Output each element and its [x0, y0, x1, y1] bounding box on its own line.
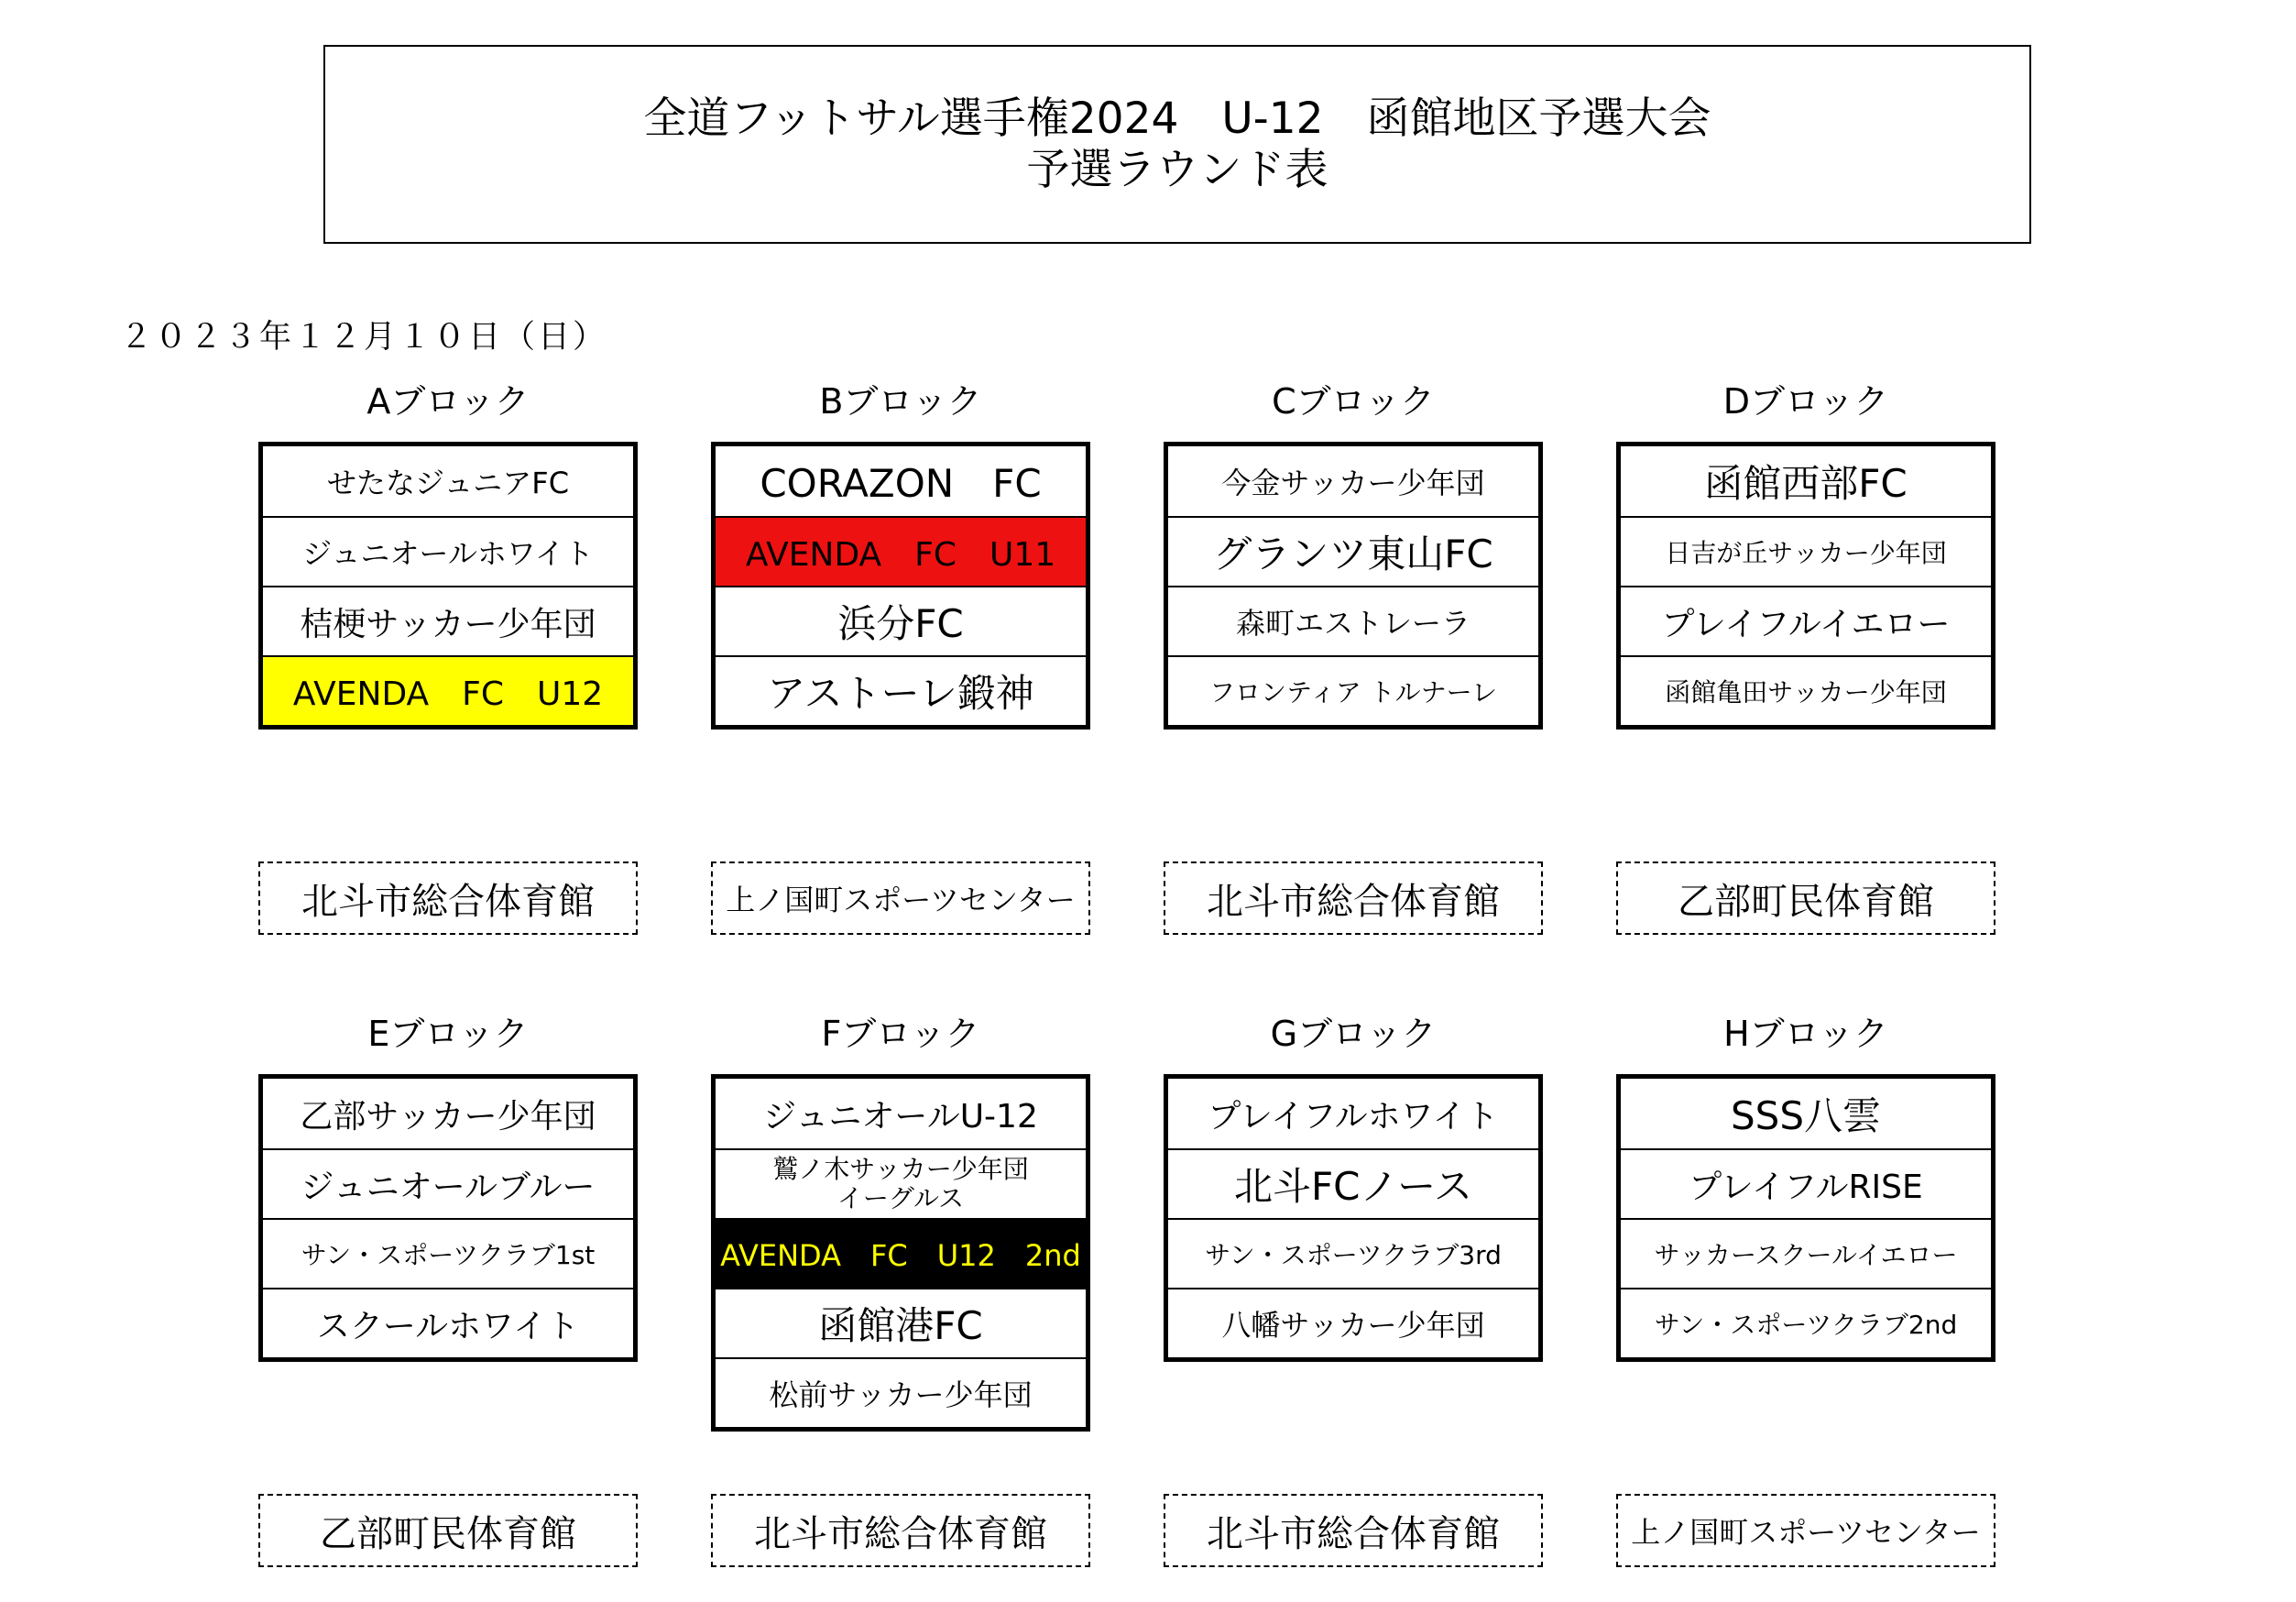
team-cell: グランツ東山FC [1168, 516, 1538, 586]
block-f [711, 1012, 1090, 1432]
team-cell: フロンティア トルナーレ [1168, 655, 1538, 725]
team-cell: AVENDA FC U12 [263, 655, 633, 725]
team-table [711, 442, 1090, 730]
team-cell: 函館港FC [716, 1288, 1086, 1357]
team-table [1164, 442, 1543, 730]
block-label: Aブロック [366, 381, 530, 422]
venue-box: 北斗市総合体育館 [711, 1494, 1090, 1567]
venue-box: 上ノ国町スポーツセンター [1616, 1494, 1995, 1567]
block-h [1616, 1012, 1995, 1362]
team-table [1164, 1074, 1543, 1362]
team-table [258, 442, 638, 730]
team-cell: アストーレ鍛神 [716, 655, 1086, 725]
team-cell: SSS八雲 [1731, 1093, 1881, 1138]
page-title: 全道フットサル選手権2024 U-12 函館地区予選大会 [643, 93, 1711, 144]
team-cell: ジュニオールブルー [263, 1148, 633, 1218]
team-cell: サン・スポーツクラブ3rd [1168, 1218, 1538, 1288]
venue-box: 北斗市総合体育館 [1164, 861, 1543, 935]
team-cell: 今金サッカー少年団 [1221, 466, 1485, 500]
team-cell: 浜分FC [716, 586, 1086, 655]
block-label: Hブロック [1723, 1014, 1888, 1054]
team-cell: 北斗FCノース [1168, 1148, 1538, 1218]
venue-box: 乙部町民体育館 [258, 1494, 638, 1567]
team-cell: プレイフルイエロー [1621, 586, 1991, 655]
block-g [1164, 1012, 1543, 1362]
team-cell: 桔梗サッカー少年団 [263, 586, 633, 655]
team-cell: 八幡サッカー少年団 [1168, 1288, 1538, 1357]
team-cell: サン・スポーツクラブ1st [263, 1218, 633, 1288]
team-cell: スクールホワイト [263, 1288, 633, 1357]
block-d [1616, 379, 1995, 730]
team-cell: CORAZON FC [760, 461, 1042, 506]
block-label: Dブロック [1722, 381, 1889, 422]
venue-box: 北斗市総合体育館 [1164, 1494, 1543, 1567]
team-cell [716, 1148, 1086, 1218]
venue-box: 上ノ国町スポーツセンター [711, 861, 1090, 935]
event-date: ２０２３年１２月１０日（日） [120, 319, 608, 356]
team-cell: プレイフルホワイト [1208, 1097, 1499, 1136]
team-table [1616, 1074, 1995, 1362]
team-table [711, 1074, 1090, 1432]
block-b [711, 379, 1090, 730]
team-name-line2: イーグルス [836, 1183, 965, 1213]
team-cell: AVENDA FC U12 2nd [716, 1218, 1086, 1288]
team-cell: プレイフルRISE [1621, 1148, 1991, 1218]
block-label: Cブロック [1272, 381, 1435, 422]
team-cell: せたなジュニアFC [326, 466, 570, 500]
team-cell: ジュニオールホワイト [263, 516, 633, 586]
venue-box: 乙部町民体育館 [1616, 861, 1995, 935]
team-cell: ジュニオールU-12 [763, 1097, 1038, 1136]
venue-box: 北斗市総合体育館 [258, 861, 638, 935]
title-box [323, 45, 2031, 244]
block-label: Fブロック [821, 1014, 980, 1054]
block-a [258, 379, 638, 730]
block-label: Bブロック [819, 381, 982, 422]
team-cell: 函館西部FC [1704, 461, 1908, 506]
team-cell: 日吉が丘サッカー少年団 [1621, 516, 1991, 586]
block-label: Gブロック [1270, 1014, 1437, 1054]
team-table [258, 1074, 638, 1362]
team-cell: 松前サッカー少年団 [716, 1357, 1086, 1427]
team-cell: サッカースクールイエロー [1621, 1218, 1991, 1288]
team-table [1616, 442, 1995, 730]
block-e [258, 1012, 638, 1362]
team-cell: 函館亀田サッカー少年団 [1621, 655, 1991, 725]
team-cell: 森町エストレーラ [1168, 586, 1538, 655]
team-cell: AVENDA FC U11 [716, 516, 1086, 586]
team-name-line1: 鷲ノ木サッカー少年団 [772, 1154, 1029, 1184]
block-label: Eブロック [367, 1014, 529, 1054]
team-cell: サン・スポーツクラブ2nd [1621, 1288, 1991, 1357]
team-cell: 乙部サッカー少年団 [300, 1097, 596, 1136]
block-c [1164, 379, 1543, 730]
page-subtitle: 予選ラウンド表 [1026, 144, 1328, 195]
